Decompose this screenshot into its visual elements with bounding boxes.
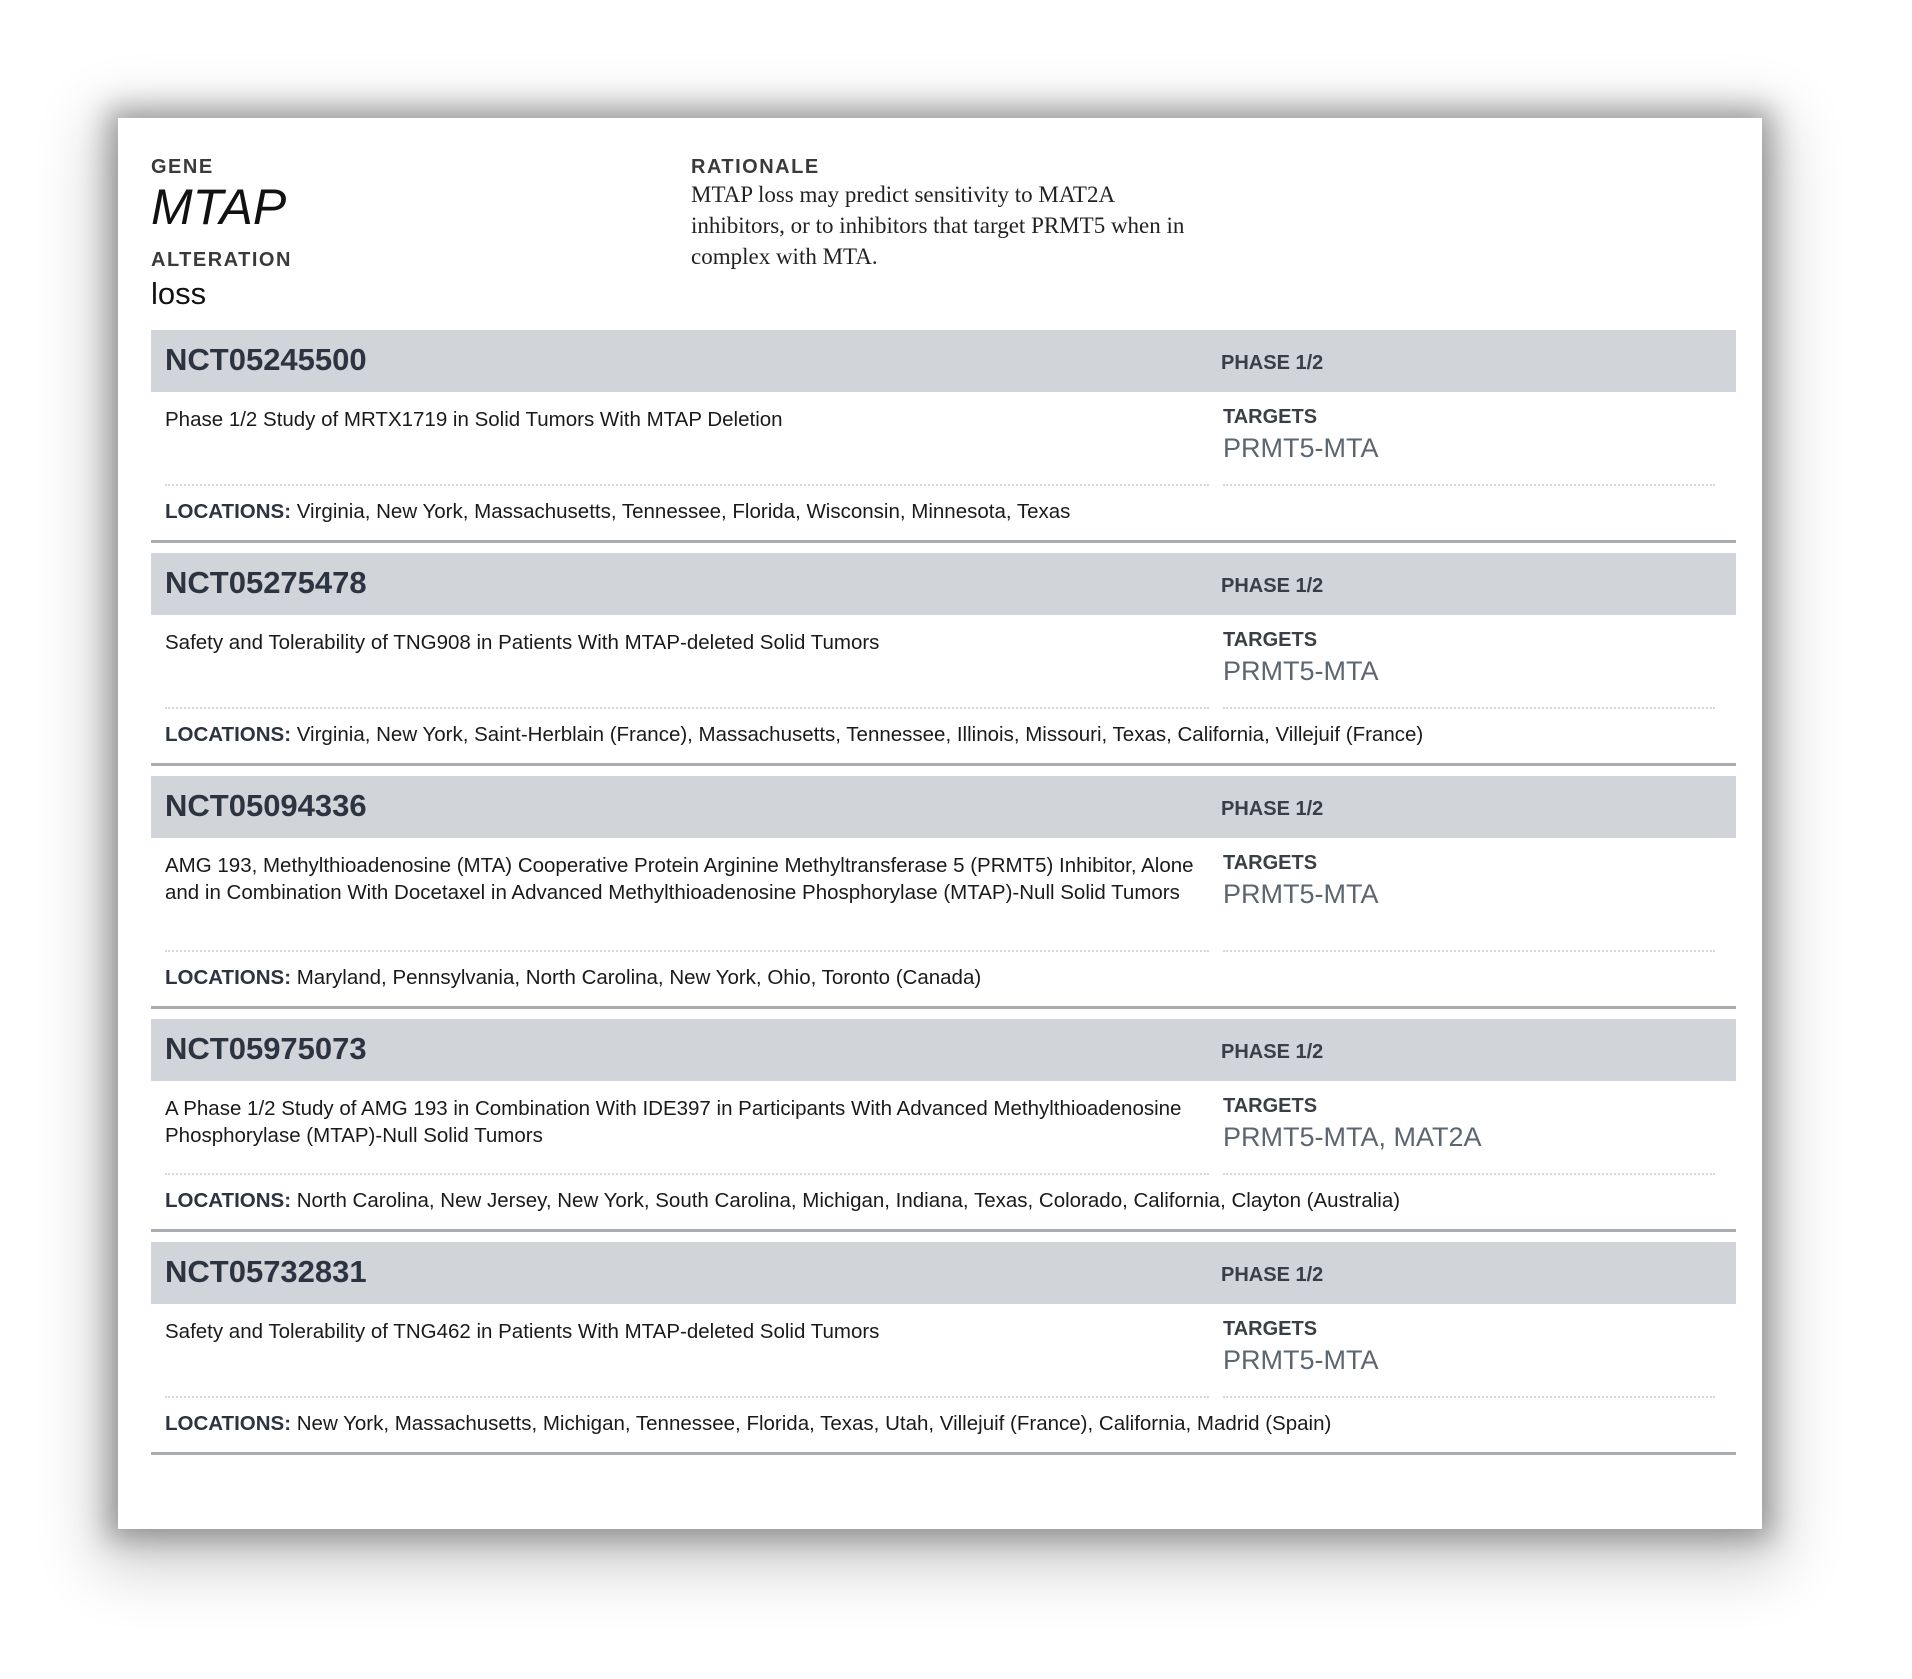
locations-label: LOCATIONS: bbox=[165, 723, 292, 746]
trial-id[interactable]: NCT05975073 bbox=[165, 1031, 367, 1066]
targets-value: PRMT5-MTA bbox=[1223, 879, 1379, 909]
trial-header bbox=[151, 1019, 1736, 1081]
trial-entry bbox=[151, 776, 1736, 1009]
locations-value: North Carolina, New Jersey, New York, South Carolina, Michigan, Indiana, Texas, Colorado, California, Clayton (Australia) bbox=[296, 1189, 1401, 1212]
trial-phase: PHASE 1/2 bbox=[1221, 352, 1324, 374]
trial-targets-cell bbox=[1223, 838, 1715, 952]
locations-label: LOCATIONS: bbox=[165, 966, 292, 989]
gene-value: MTAP bbox=[151, 179, 287, 235]
trial-id[interactable]: NCT05732831 bbox=[165, 1254, 367, 1289]
trial-locations bbox=[151, 709, 1736, 763]
gene-label: GENE bbox=[151, 156, 214, 178]
gene-block bbox=[151, 156, 292, 312]
trial-id[interactable]: NCT05245500 bbox=[165, 342, 367, 377]
trial-targets-cell bbox=[1223, 392, 1715, 486]
trial-header bbox=[151, 330, 1736, 392]
rationale-label: RATIONALE bbox=[691, 156, 820, 178]
targets-value: PRMT5-MTA bbox=[1223, 1345, 1379, 1375]
trial-entry bbox=[151, 1242, 1736, 1455]
trial-locations bbox=[151, 952, 1736, 1006]
trial-targets-cell bbox=[1223, 615, 1715, 709]
trial-title-cell bbox=[165, 1081, 1209, 1175]
trial-phase: PHASE 1/2 bbox=[1221, 1041, 1324, 1063]
targets-label: TARGETS bbox=[1223, 629, 1318, 651]
trial-entry bbox=[151, 553, 1736, 766]
locations-label: LOCATIONS: bbox=[165, 1189, 292, 1212]
locations-label: LOCATIONS: bbox=[165, 1412, 292, 1435]
trial-report-card bbox=[118, 118, 1762, 1529]
alteration-value: loss bbox=[151, 276, 207, 311]
targets-value: PRMT5-MTA bbox=[1223, 433, 1379, 463]
trial-title: Phase 1/2 Study of MRTX1719 in Solid Tumors With MTAP Deletion bbox=[165, 408, 783, 431]
trial-header bbox=[151, 553, 1736, 615]
rationale-text: MTAP loss may predict sensitivity to MAT2A inhibitors, or to inhibitors that target PRMT5 when in complex with MTA. bbox=[691, 182, 1185, 269]
targets-label: TARGETS bbox=[1223, 406, 1318, 428]
trial-title-cell bbox=[165, 1304, 1209, 1398]
trial-list bbox=[151, 330, 1736, 1465]
trial-title: A Phase 1/2 Study of AMG 193 in Combination With IDE397 in Participants With Advanced Methylthioadenosine Phosphorylase (MTAP)-Null Solid Tumors bbox=[165, 1097, 1182, 1147]
locations-value: Virginia, New York, Saint-Herblain (France), Massachusetts, Tennessee, Illinois, Missouri, Texas, California, Villejuif (France) bbox=[296, 723, 1424, 746]
trial-title: Safety and Tolerability of TNG908 in Patients With MTAP-deleted Solid Tumors bbox=[165, 631, 880, 654]
trial-body bbox=[151, 1304, 1736, 1398]
trial-id[interactable]: NCT05275478 bbox=[165, 565, 367, 600]
trial-body bbox=[151, 615, 1736, 709]
trial-title-cell bbox=[165, 392, 1209, 486]
locations-value: Maryland, Pennsylvania, North Carolina, New York, Ohio, Toronto (Canada) bbox=[296, 966, 982, 989]
trial-targets-cell bbox=[1223, 1081, 1715, 1175]
trial-locations bbox=[151, 1398, 1736, 1452]
targets-label: TARGETS bbox=[1223, 1318, 1318, 1340]
trial-body bbox=[151, 392, 1736, 486]
trial-title: AMG 193, Methylthioadenosine (MTA) Cooperative Protein Arginine Methyltransferase 5 (PRMT5) Inhibitor, Alone and in Combination With Docetaxel in Advanced Methylthioadenosine Phosphorylase (MTAP)-Null Solid Tumors bbox=[165, 854, 1194, 904]
trial-targets-cell bbox=[1223, 1304, 1715, 1398]
targets-value: PRMT5-MTA bbox=[1223, 656, 1379, 686]
targets-label: TARGETS bbox=[1223, 1095, 1318, 1117]
trial-header bbox=[151, 1242, 1736, 1304]
locations-value: Virginia, New York, Massachusetts, Tennessee, Florida, Wisconsin, Minnesota, Texas bbox=[296, 500, 1071, 523]
targets-label: TARGETS bbox=[1223, 852, 1318, 874]
trial-locations bbox=[151, 486, 1736, 540]
trial-phase: PHASE 1/2 bbox=[1221, 798, 1324, 820]
trial-phase: PHASE 1/2 bbox=[1221, 1264, 1324, 1286]
alteration-label: ALTERATION bbox=[151, 249, 292, 271]
trial-title-cell bbox=[165, 615, 1209, 709]
locations-value: New York, Massachusetts, Michigan, Tennessee, Florida, Texas, Utah, Villejuif (France), California, Madrid (Spain) bbox=[296, 1412, 1332, 1435]
trial-entry bbox=[151, 1019, 1736, 1232]
trial-entry bbox=[151, 330, 1736, 543]
trial-header bbox=[151, 776, 1736, 838]
trial-body bbox=[151, 838, 1736, 952]
trial-id[interactable]: NCT05094336 bbox=[165, 788, 367, 823]
targets-value: PRMT5-MTA, MAT2A bbox=[1223, 1122, 1482, 1152]
trial-title-cell bbox=[165, 838, 1209, 952]
locations-label: LOCATIONS: bbox=[165, 500, 292, 523]
rationale-block bbox=[691, 156, 1211, 272]
trial-locations bbox=[151, 1175, 1736, 1229]
trial-phase: PHASE 1/2 bbox=[1221, 575, 1324, 597]
trial-body bbox=[151, 1081, 1736, 1175]
trial-title: Safety and Tolerability of TNG462 in Patients With MTAP-deleted Solid Tumors bbox=[165, 1320, 880, 1343]
